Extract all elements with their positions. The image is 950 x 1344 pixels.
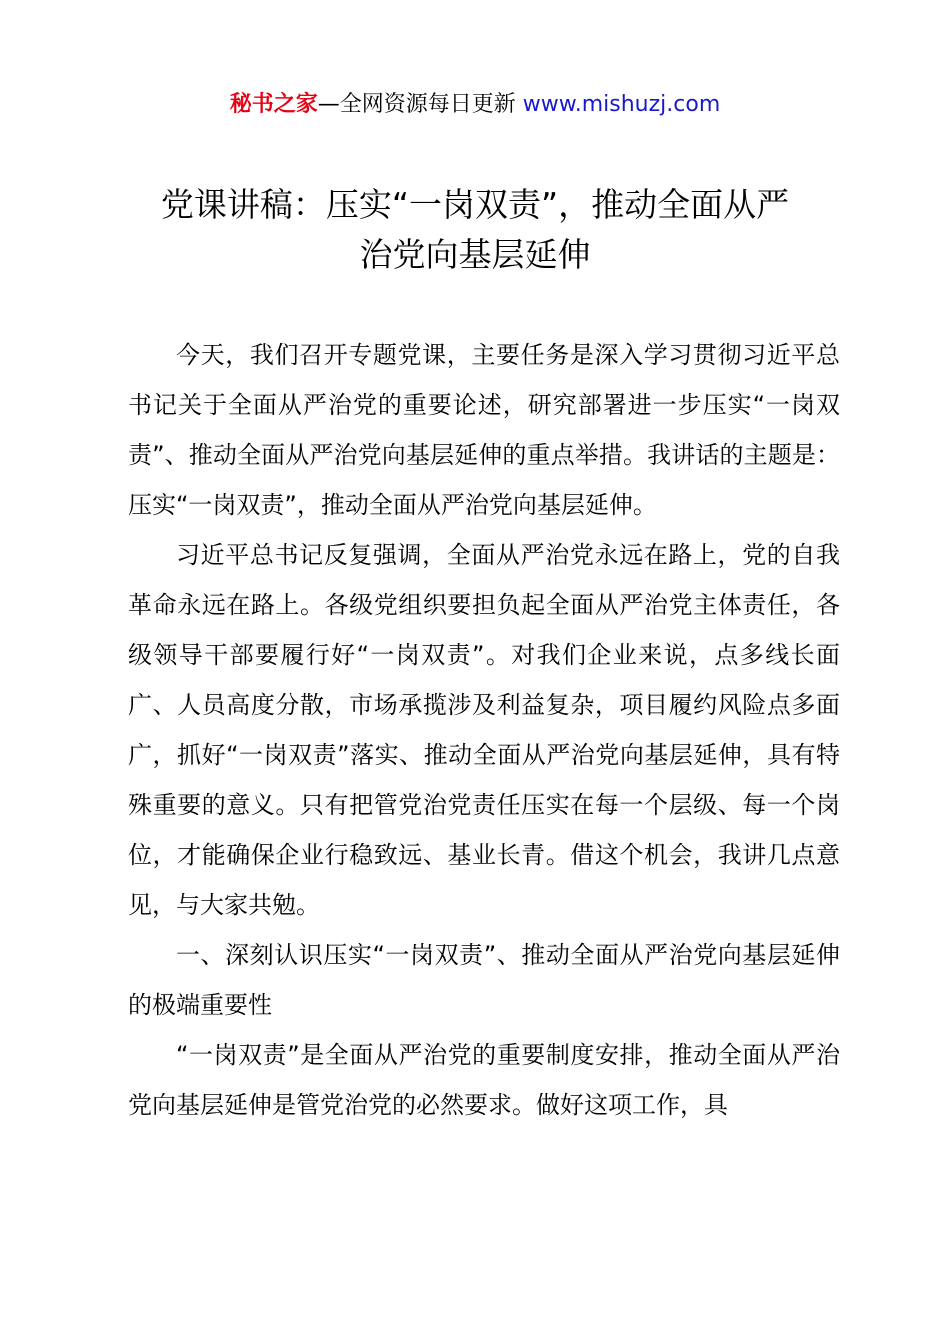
title-line-2: 治党向基层延伸 (359, 235, 591, 274)
title-line-1: 党课讲稿：压实“一岗双责”，推动全面从严 (160, 185, 790, 224)
paragraph-intro: 今天，我们召开专题党课，主要任务是深入学习贯彻习近平总书记关于全面从严治党的重要论述，研究部署进一步压实“一岗双责”、推动全面从严治党向基层延伸的重点举措。我讲话的主题是：压实“一岗双责”，推动全面从严治党向基层延伸。 (128, 341, 840, 519)
section-heading-1: 一、深刻认识压实“一岗双责”、推动全面从严治党向基层延伸的极端重要性 (128, 941, 840, 1019)
paragraph-section-1: “一岗双责”是全面从严治党的重要制度安排，推动全面从严治党向基层延伸是管党治党的必然要求。做好这项工作，具 (128, 1041, 840, 1119)
paragraph-background: 习近平总书记反复强调，全面从严治党永远在路上，党的自我革命永远在路上。各级党组织要担负起全面从严治党主体责任，各级领导干部要履行好“一岗双责”。对我们企业来说，点多线长面广、人员高度分散，市场承揽涉及利益复杂，项目履约风险点多面广，抓好“一岗双责”落实、推动全面从严治党向基层延伸，具有特殊重要的意义。只有把管党治党责任压实在每一个层级、每一个岗位，才能确保企业行稳致远、基业长青。借这个机会，我讲几点意见，与大家共勉。 (128, 541, 840, 919)
site-tagline: —全网资源每日更新 (317, 92, 523, 117)
site-url-link[interactable]: www.mishuzj.com (522, 92, 721, 117)
document-title (110, 180, 840, 280)
site-brand: 秘书之家 (229, 92, 318, 117)
document-body (128, 330, 840, 1130)
site-header (0, 88, 950, 122)
